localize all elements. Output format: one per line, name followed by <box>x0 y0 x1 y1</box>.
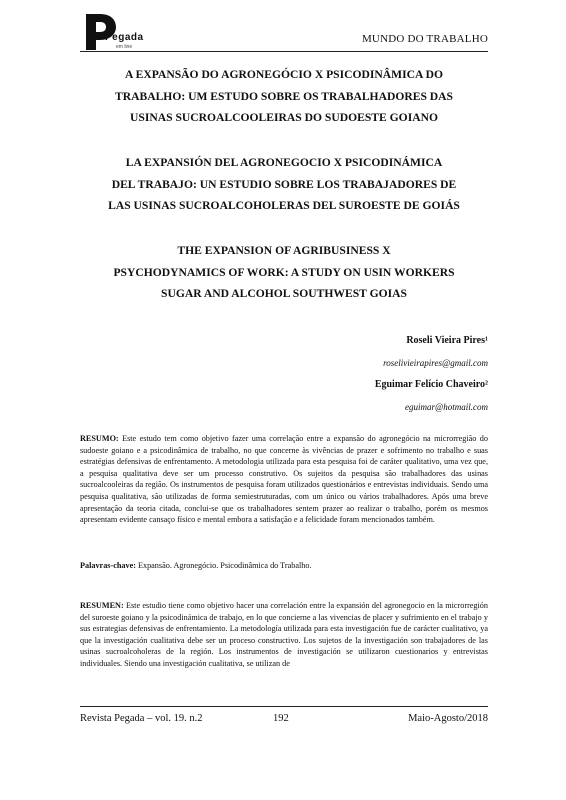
abstract-label: RESUMO: <box>80 434 119 443</box>
abstract-label: RESUMEN: <box>80 601 124 610</box>
author-list <box>375 330 488 418</box>
author-email[interactable]: eguimar@hotmail.com <box>404 402 488 412</box>
title-line: USINAS SUCROALCOOLEIRAS DO SUDOESTE GOIANO <box>130 111 438 124</box>
footer-divider <box>80 706 488 707</box>
title-line: LAS USINAS SUCROALCOHOLERAS DEL SUROESTE DE GOIÁS <box>108 199 460 212</box>
logo-name: Pegada <box>105 32 144 43</box>
header-divider <box>80 51 488 52</box>
section-label: MUNDO DO TRABALHO <box>361 33 488 45</box>
keywords <box>80 560 488 572</box>
footer-period: Maio-Agosto/2018 <box>408 713 488 724</box>
logo-subtitle: em line <box>116 44 133 50</box>
abstract-text: Este estudio tiene como objetivo hacer una correlación entre la expansión del agronegocio en la microrregión del suroeste goiano y la psicodinámica de trabajo, en lo que concierne a las vivencias de placer y sufrimiento en el trabajo y sus estrategias defensivas de enfrentamiento. La metodología utilizada para esta investigación fue de carácter cualitativo, ya que la investigación cualitativa debe ser un proceso constructivo. Los sujetos de la investigación son trabajadores de las usinas sucroalcoholeras de la región. Los instrumentos de investigación se utilizaron cuestionarios y entrevistas individuales. Siendo una investigación cualitativa, se utilizan de <box>80 601 488 668</box>
author-name: Eguimar Felício Chaveiro² <box>374 379 488 390</box>
title-line: PSYCHODYNAMICS OF WORK: A STUDY ON USIN WORKERS <box>113 265 455 279</box>
title-line: TRABALHO: UM ESTUDO SOBRE OS TRABALHADORES DAS <box>114 89 453 103</box>
abstract-spanish <box>80 600 488 670</box>
title-line: DEL TRABAJO: UN ESTUDIO SOBRE LOS TRABAJADORES DE <box>111 177 457 191</box>
title-line: A EXPANSÃO DO AGRONEGÓCIO X PSICODINÂMICA DO <box>125 68 443 81</box>
author-email[interactable]: roselivieirapires@gmail.com <box>383 358 488 368</box>
title-line: SUGAR AND ALCOHOL SOUTHWEST GOIAS <box>161 287 407 300</box>
title-english <box>80 240 488 305</box>
footer-journal: Revista Pegada – vol. 19. n.2 <box>80 713 203 724</box>
title-portuguese <box>80 64 488 129</box>
abstract-text: Este estudo tem como objetivo fazer uma correlação entre a expansão do agronegócio na microrregião do sudoeste goiano e a psicodinâmica de trabalho, no que concerne às vivências de prazer e sofrimento no trabalho e suas estratégias defensivas de enfrentamento. A metodologia utilizada para esta pesquisa foi de caráter qualitativo, uma vez que, a pesquisa qualitativa deve ser um processo construtivo. Os sujeitos da pesquisa são trabalhadores das usinas sucroalcooleiras da região. Os instrumentos de pesquisa foram utilizados questionários e entrevistas individuais. Sendo uma pesquisa qualitativa, são utilizadas de forma semiestruturadas, com um único ou vários trabalhadores. Após uma breve apresentação da teoria citada, conclui-se que os trabalhadores sentem prazer ao realizar o trabalho, porém os mesmos apresentam evidente cansaço físico e mental embora a satisfação e a felicidade foram mencionados também. <box>80 434 488 525</box>
author-name: Roseli Vieira Pires¹ <box>406 335 488 346</box>
page-number: 192 <box>273 713 289 724</box>
title-line: THE EXPANSION OF AGRIBUSINESS X <box>177 244 391 257</box>
keywords-label: Palavras-chave: <box>80 561 136 570</box>
abstract-portuguese <box>80 433 488 526</box>
title-spanish <box>80 152 488 217</box>
title-line: LA EXPANSIÓN DEL AGRONEGOCIO X PSICODINÁMICA <box>125 156 443 169</box>
keywords-text: Expansão. Agronegócio. Psicodinâmica do Trabalho. <box>137 561 312 570</box>
